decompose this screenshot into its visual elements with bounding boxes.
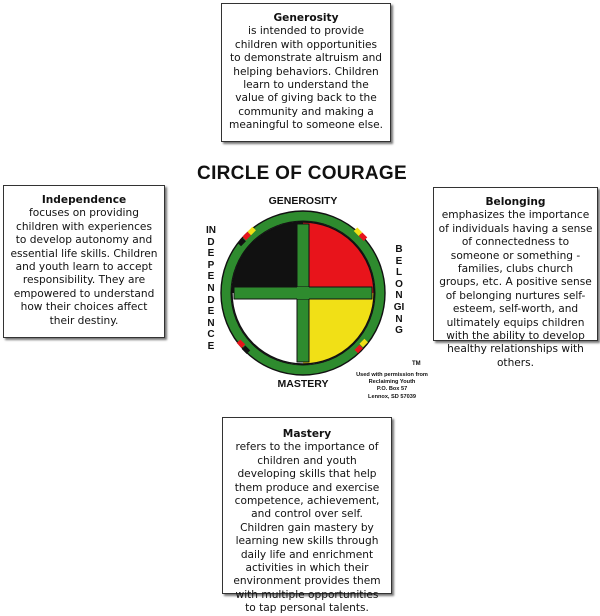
generosity-box [221,3,391,142]
belonging-text: emphasizes the importance of individuals having a sense of connectedness to someone or something - families, clubs church groups, etc. A positive sense of belonging nurtures self-esteem, self-worth, and ultimately equips children with the ability to develop healthy relationships with others. [438,209,593,369]
generosity-title: Generosity [273,12,339,24]
permission-credit [348,372,436,401]
direction-label-bottom: MASTERY [277,378,329,390]
credit-line: Lennox, SD 57039 [368,393,416,400]
mastery-title: Mastery [282,428,332,440]
credit-line: Reclaiming Youth [368,379,416,386]
independence-box [3,185,165,338]
mastery-text: refers to the importance of children and youth developing skills that help them produce and exercise competence, achievement, and control over self. Children gain mastery by learning new skills through daily life and enrichment activities in which their environment provides them with multiple opportunities to tap personal talents. [233,441,381,615]
credit-line: Used with permission from [356,372,428,378]
direction-label-top: GENEROSITY [268,195,338,207]
trademark-mark: TM [412,361,421,367]
belonging-title: Belonging [485,196,546,208]
medicine-wheel [218,208,388,378]
belonging-box [433,187,598,369]
independence-title: Independence [41,194,127,206]
credit-line: P.O. Box 57 [376,386,408,393]
diagram-title: CIRCLE OF COURAGE [197,163,407,184]
generosity-text: is intended to provide children with opportunities to demonstrate altruism and helping behaviors. Children learn to understand the value of giving back to the community and making a meaningful to someone else. [229,25,383,132]
independence-text: focuses on providing children with experiences to develop autonomy and essential life skills. Children and youth learn to accept responsibility. They are empowered to understand how their choices affect their destiny. [10,207,158,327]
direction-label-left: INDEPENDENCE [206,225,216,352]
mastery-box [222,417,392,615]
direction-label-right: BELONGING [393,244,405,337]
